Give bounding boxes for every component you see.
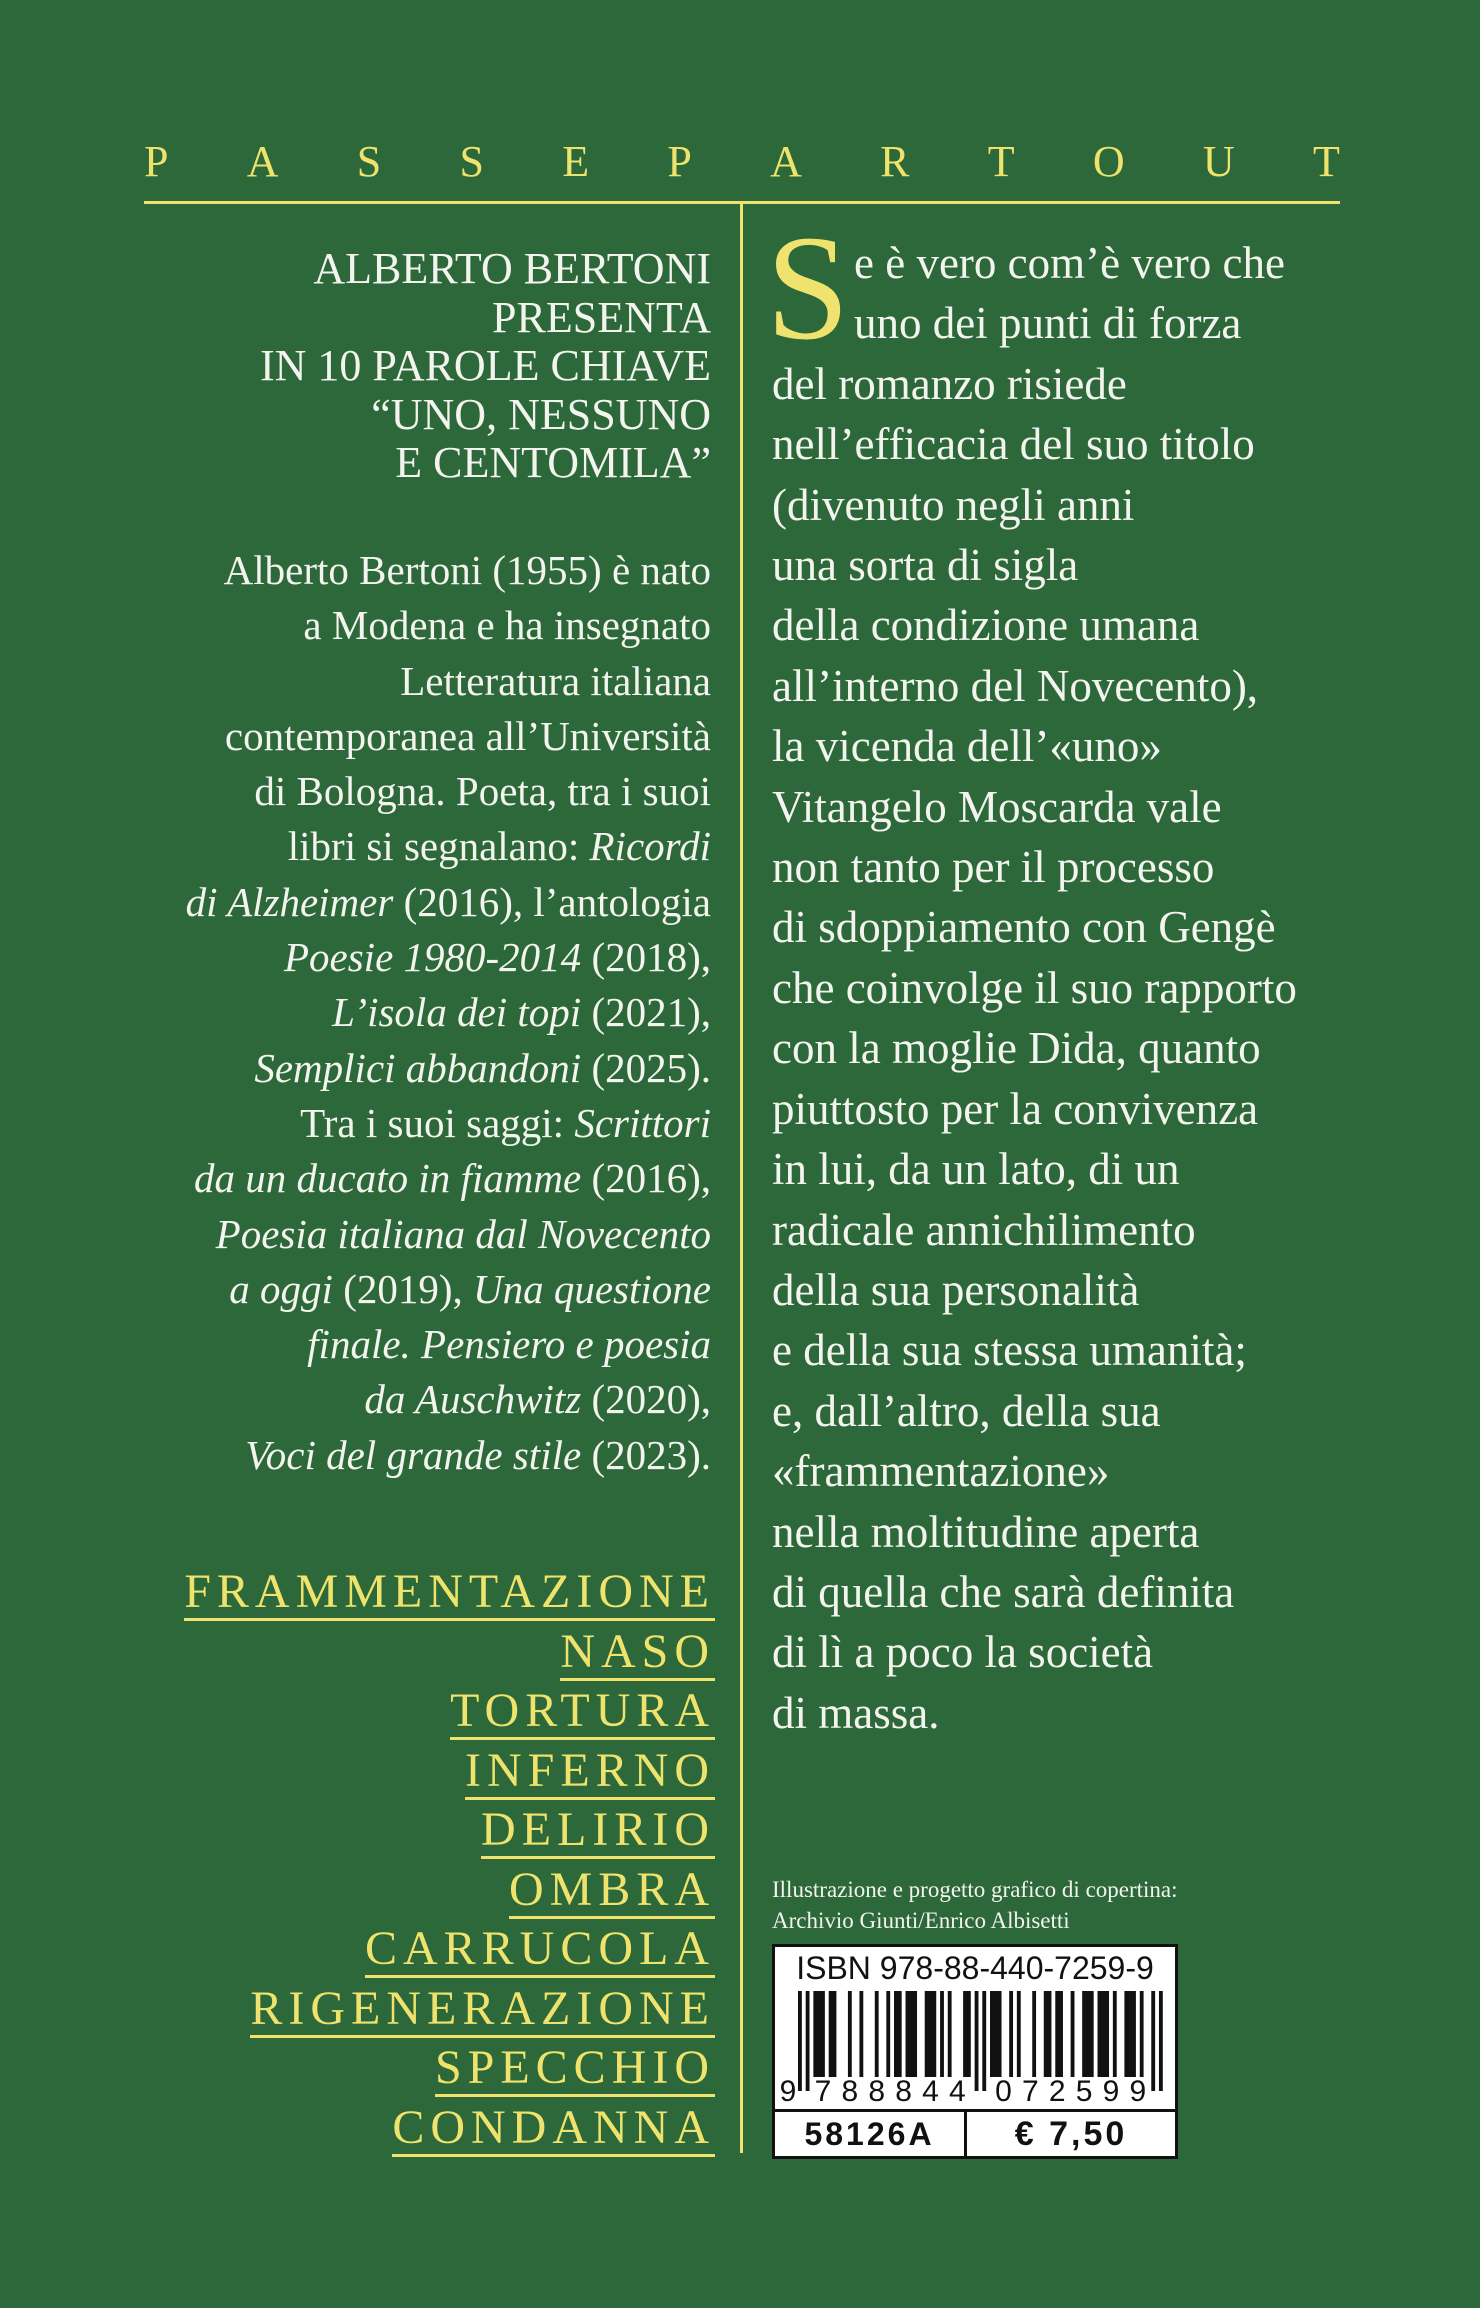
series-letter: S [459,137,484,186]
synopsis-line: (divenuto negli anni [772,479,1135,530]
bio-book-title: finale. Pensiero e poesia [307,1321,711,1368]
synopsis-line: Vitangelo Moscarda vale [772,781,1222,832]
synopsis-line: di quella che sarà definita [772,1566,1235,1617]
keyword-row [100,1800,715,1860]
bio-text: Alberto Bertoni (1955) è nato [223,547,711,593]
drop-cap: S [766,205,850,371]
barcode-bar [848,1991,852,2077]
synopsis-line: di sdoppiamento con Gengè [772,902,1276,953]
barcode-digit: 8 [868,2075,886,2106]
keyword-row [100,1621,715,1681]
barcode-digit: 4 [922,2075,939,2106]
keyword-row [100,1859,715,1919]
bio-text: (2019), [332,1265,473,1312]
barcode-bar [925,1991,937,2077]
barcode-bar [1044,1991,1052,2077]
bio-line [80,654,711,709]
keyword: FRAMMENTAZIONE [184,1568,715,1621]
keyword: CARRUCOLA [365,1925,715,1978]
bio-book-title: Semplici abbandoni [254,1044,582,1091]
barcode-guard-bar [975,1991,979,2091]
bio-book-title: L’isola dei topi [332,989,582,1036]
bio-line [80,1262,711,1317]
barcode-box [772,1944,1178,2159]
series-letter: S [356,137,382,186]
bio-book-title: di Alzheimer [185,878,394,925]
bio-line [80,985,711,1040]
bio-line [80,1151,711,1206]
keyword: RIGENERAZIONE [250,1985,715,2038]
bio-line [80,819,711,874]
synopsis-line: della condizione umana [772,600,1200,651]
product-code: 58126A [775,2112,967,2156]
synopsis-line: nell’efficacia del suo titolo [772,419,1255,470]
bio-text: a Modena e ha insegnato [303,602,711,649]
synopsis-line: con la moglie Dida, quanto [772,1023,1261,1074]
keyword: INFERNO [465,1747,715,1800]
bio-text: Letteratura italiana [400,657,711,704]
presentation-line: PRESENTA [492,292,711,342]
barcode-guard-bar [798,1991,802,2091]
barcode-bar [940,1991,944,2077]
credits-line: Illustrazione e progetto grafico di copertina: [772,1877,1178,1902]
barcode-bar [1098,1991,1110,2077]
barcode-digit: 9 [779,2075,797,2106]
bio-line [80,709,711,764]
barcode-bar [894,1991,902,2077]
keyword: SPECCHIO [435,2044,715,2097]
bio-text: (2023). [581,1431,711,1478]
bio-book-title: a oggi [229,1265,333,1312]
bio-book-title: da Auschwitz [364,1376,582,1423]
synopsis-line: nella moltitudine aperta [772,1506,1200,1557]
bio-text: (2016), l’antologia [393,878,711,925]
synopsis-line: e della sua stessa umanità; [772,1325,1247,1376]
bio-line [80,1428,711,1483]
price-row [775,2109,1175,2156]
synopsis-line: della sua personalità [772,1264,1140,1315]
synopsis-line: del romanzo risiede [772,358,1127,409]
isbn-label: ISBN 978-88-440-7259-9 [796,1950,1154,1986]
keyword-row [100,2038,715,2098]
column-divider [740,201,743,2153]
series-letter: T [1312,137,1340,186]
bio-book-title: Una questione [473,1265,711,1312]
presentation-line: E CENTOMILA” [395,438,711,488]
keyword-row [100,1562,715,1622]
presentation-line: “UNO, NESSUNO [371,389,711,439]
barcode-guard-bar [1159,1991,1163,2091]
synopsis-line: piuttosto per la convivenza [772,1083,1259,1134]
cover-credits [772,1874,1178,1936]
barcode-bar [1113,1991,1117,2077]
bio-line [80,1041,711,1096]
keyword-list [100,1562,715,2157]
series-letter: A [770,137,802,186]
keyword-row [100,2097,715,2157]
keyword: DELIRIO [481,1806,715,1859]
synopsis-text [772,233,1297,1743]
bio-book-title: Poesia italiana dal Novecento [215,1210,711,1257]
barcode-digit: 8 [895,2075,912,2106]
bio-book-title: da un ducato in fiamme [194,1155,582,1202]
barcode-bar [1124,1991,1136,2077]
bio-text: contemporanea all’Università [224,712,711,759]
bio-text: Tra i suoi saggi: [300,1099,575,1146]
series-letter: P [144,137,169,186]
barcode-digit: 2 [1048,2075,1066,2106]
bio-line [80,1317,711,1372]
barcode-bar [963,1991,971,2077]
series-letter: U [1202,137,1235,186]
synopsis-line: e è vero com’è vero che [854,238,1285,288]
presentation-line: IN 10 PAROLE CHIAVE [259,341,711,391]
price: € 7,50 [1014,2115,1128,2153]
bio-line [80,875,711,930]
synopsis-line: di lì a poco la società [772,1627,1154,1678]
bio-text: (2021), [581,989,711,1036]
keyword-row [100,1740,715,1800]
bio-text: (2018), [581,934,711,981]
bio-line [80,543,711,598]
synopsis-line: di massa. [772,1687,940,1738]
bio-line [80,1372,711,1427]
bio-book-title: Scrittori [574,1099,711,1146]
bio-line [80,930,711,985]
bio-text: libri si segnalano: [287,823,590,870]
synopsis-line: radicale annichilimento [772,1204,1196,1255]
barcode-bar [1017,1991,1021,2077]
barcode-digit: 0 [995,2075,1012,2106]
bio-text: (2016), [581,1155,711,1202]
barcode-digit: 8 [841,2075,859,2106]
series-letter: T [987,137,1015,186]
bio-book-title: Voci del grande stile [245,1431,582,1478]
barcode-bar [813,1991,825,2077]
synopsis-line: e, dall’altro, della sua [772,1385,1161,1436]
synopsis-line: uno dei punti di forza [854,298,1242,349]
barcode-guard-bar [806,1991,810,2091]
barcode-guard-bar [982,1991,986,2091]
ean-barcode [778,1988,1172,2106]
presentation-line: ALBERTO BERTONI [313,244,711,293]
keyword-row [100,1681,715,1741]
synopsis-line: una sorta di sigla [772,540,1079,591]
barcode-digit: 7 [1021,2075,1039,2106]
keyword: NASO [560,1628,715,1681]
keyword: CONDANNA [392,2104,715,2157]
series-letter: E [562,137,590,186]
keyword: TORTURA [450,1687,715,1740]
keyword-row [100,1919,715,1979]
keyword: OMBRA [509,1866,715,1919]
barcode-bar [1032,1991,1036,2077]
series-letter: O [1092,137,1125,186]
series-letter: A [246,137,279,186]
barcode-bar [1140,1991,1144,2077]
barcode-digit: 7 [814,2075,832,2106]
barcode-bar [886,1991,890,2077]
synopsis-line: non tanto per il processo [772,842,1215,893]
barcode-digit: 5 [1075,2075,1093,2106]
barcode-bar [875,1991,879,2077]
barcode-digit: 4 [949,2075,966,2106]
presentation-heading [100,245,711,488]
synopsis-line: «frammentazione» [772,1446,1110,1497]
barcode-bar [906,1991,918,2077]
barcode-bar [948,1991,952,2077]
credits-line: Archivio Giunti/Enrico Albisetti [772,1908,1070,1933]
series-letter: P [667,137,692,186]
series-title [144,132,1340,192]
synopsis-line: all’interno del Novecento), [772,660,1259,711]
barcode-bar [990,1991,1002,2077]
barcode-bar [1055,1991,1063,2077]
barcode-bar [1071,1991,1075,2077]
series-letter: R [880,137,910,186]
keyword-row [100,1978,715,2038]
synopsis-line: la vicenda dell’«uno» [772,721,1162,772]
bio-text: di Bologna. Poeta, tra i suoi [254,768,711,815]
bio-text: (2025). [581,1044,711,1091]
bio-book-title: Poesie 1980-2014 [283,934,582,981]
bio-line [80,764,711,819]
barcode-bar [1009,1991,1013,2077]
bio-line [80,598,711,653]
barcode-bar [859,1991,863,2077]
barcode-digit: 9 [1129,2075,1147,2106]
synopsis-line: in lui, da un lato, di un [772,1144,1180,1195]
barcode-bar [1082,1991,1094,2077]
bio-line [80,1207,711,1262]
barcode-guard-bar [1151,1991,1155,2091]
bio-book-title: Ricordi [589,823,711,870]
bio-text: (2020), [581,1376,711,1423]
synopsis-line: che coinvolge il suo rapporto [772,962,1297,1013]
author-bio [80,543,711,1483]
barcode-digit: 9 [1102,2075,1120,2106]
barcode-bar [829,1991,837,2077]
bio-line [80,1096,711,1151]
